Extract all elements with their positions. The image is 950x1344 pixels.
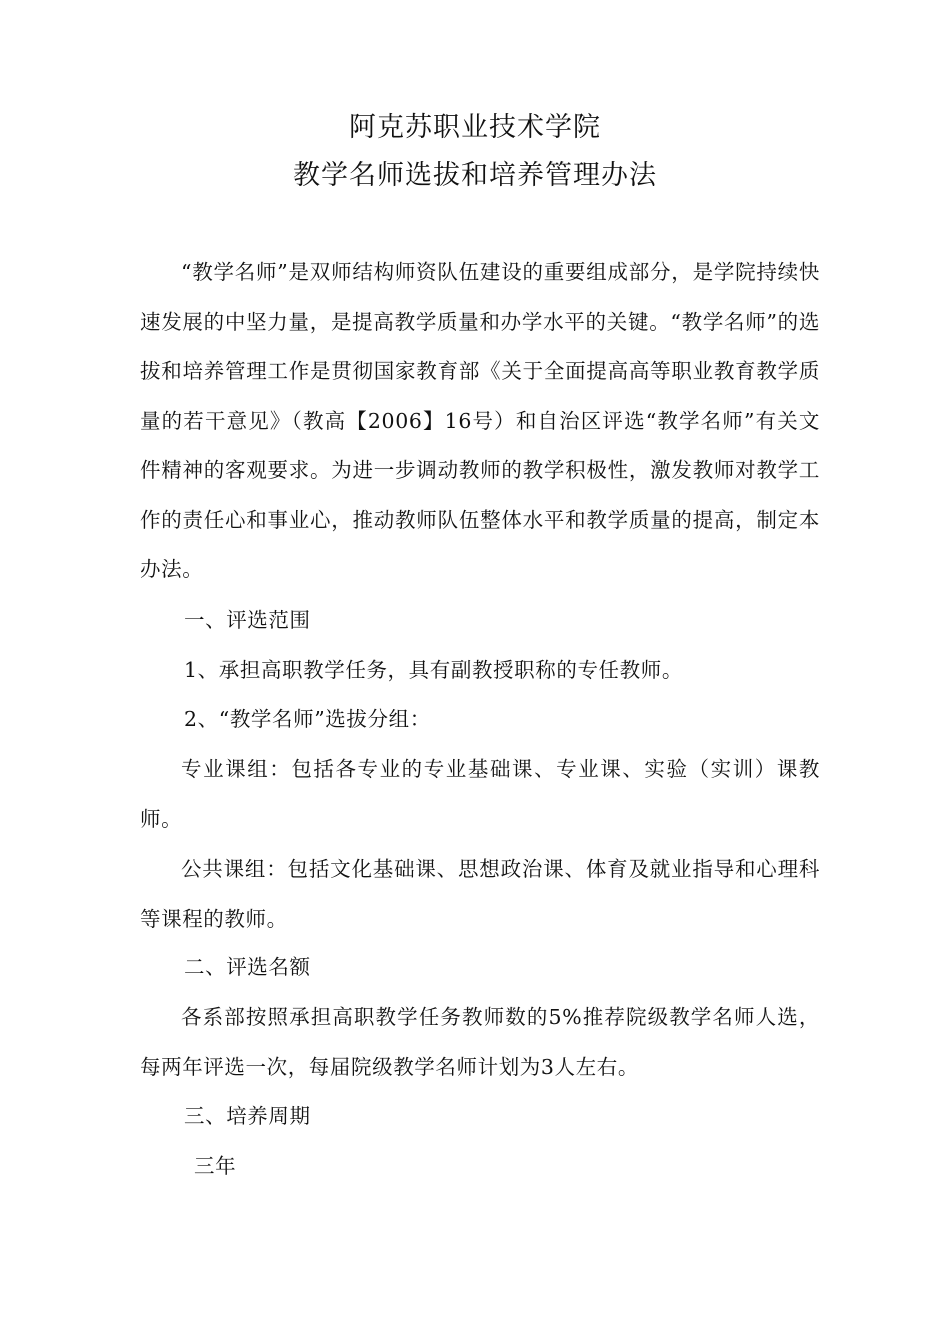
- scope-item-2: 2、“教学名师”选拔分组：: [184, 707, 431, 731]
- scope-item-1: 1、承担高职教学任务，具有副教授职称的专任教师。: [184, 658, 683, 682]
- section-heading-quota: 二、评选名额: [184, 955, 311, 979]
- cycle-value: 三年: [194, 1154, 237, 1178]
- intro-paragraph: “教学名师”是双师结构师资队伍建设的重要组成部分，是学院持续快速发展的中坚力量，是提高教学质量和办学水平的关键。“教学名师”的选拔和培养管理工作是贯彻国家教育部《关于全面提高高等职业教育教学质量的若干意见》（教高【2006】16号）和自治区评选“教学名师”有关文件精神的客观要求。为进一步调动教师的教学积极性，激发教师对教学工作的责任心和事业心，推动教师队伍整体水平和教学质量的提高，制定本办法。: [140, 260, 820, 581]
- public-group-paragraph: 公共课组：包括文化基础课、思想政治课、体育及就业指导和心理科等课程的教师。: [140, 857, 820, 931]
- document-title-line1: 阿克苏职业技术学院: [349, 112, 601, 143]
- quota-paragraph: 各系部按照承担高职教学任务教师数的5%推荐院级教学名师人选，每两年评选一次，每届院级教学名师计划为3人左右。: [140, 1005, 820, 1079]
- document-title-line2: 教学名师选拔和培养管理办法: [293, 160, 657, 191]
- professional-group-paragraph: 专业课组：包括各专业的专业基础课、专业课、实验（实训）课教师。: [140, 757, 820, 831]
- section-heading-cycle: 三、培养周期: [184, 1104, 311, 1128]
- section-heading-scope: 一、评选范围: [184, 608, 311, 632]
